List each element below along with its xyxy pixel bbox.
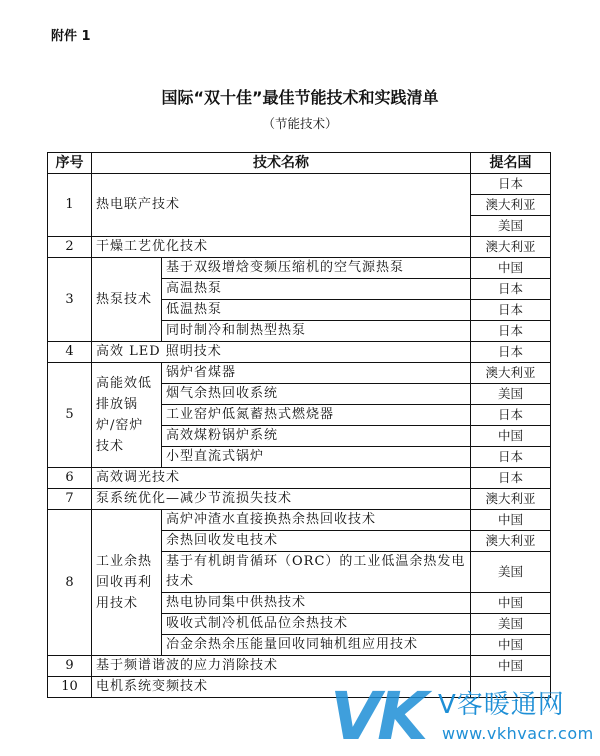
country-cell: 日本 (471, 279, 551, 300)
country-cell: 美国 (471, 552, 551, 593)
technology-name: 热电协同集中供热技术 (162, 593, 471, 614)
country-cell: 澳大利亚 (471, 531, 551, 552)
country-cell: 日本 (471, 300, 551, 321)
category-name: 高能效低排放锅炉/窑炉技术 (92, 363, 162, 468)
technology-name: 干燥工艺优化技术 (92, 237, 471, 258)
country-cell: 澳大利亚 (471, 363, 551, 384)
document-title: 国际“双十佳”最佳节能技术和实践清单 (161, 88, 439, 107)
header-name: 技术名称 (92, 153, 471, 174)
table-row (48, 489, 551, 510)
row-number: 3 (48, 258, 92, 342)
watermark-mark: VK (330, 678, 425, 755)
country-cell: 日本 (471, 468, 551, 489)
technology-name: 同时制冷和制热型热泵 (162, 321, 471, 342)
technology-name: 高效调光技术 (92, 468, 471, 489)
category-name: 工业余热回收再利用技术 (92, 510, 162, 656)
country-cell: 中国 (471, 635, 551, 656)
country-cell: 澳大利亚 (471, 195, 551, 216)
country-cell: 日本 (471, 342, 551, 363)
country-cell: 中国 (471, 426, 551, 447)
country-cell: 澳大利亚 (471, 237, 551, 258)
row-number: 6 (48, 468, 92, 489)
category-name: 热泵技术 (92, 258, 162, 342)
technology-name: 冶金余热余压能量回收同轴机组应用技术 (162, 635, 471, 656)
row-number: 10 (48, 677, 92, 698)
row-number: 8 (48, 510, 92, 656)
table-header-row (48, 153, 551, 174)
technology-name: 热电联产技术 (92, 174, 471, 237)
watermark-logo (330, 678, 600, 755)
country-cell: 美国 (471, 614, 551, 635)
country-cell: 日本 (471, 405, 551, 426)
table-row (48, 342, 551, 363)
technology-name: 余热回收发电技术 (162, 531, 471, 552)
country-cell: 日本 (471, 447, 551, 468)
technology-name: 锅炉省煤器 (162, 363, 471, 384)
document-subtitle: （节能技术） (262, 116, 338, 131)
country-cell: 中国 (471, 510, 551, 531)
country-cell: 日本 (471, 321, 551, 342)
country-cell: 中国 (471, 258, 551, 279)
table-row (48, 656, 551, 677)
technology-name: 基于频谱谐波的应力消除技术 (92, 656, 471, 677)
row-number: 5 (48, 363, 92, 468)
table-row (48, 468, 551, 489)
technology-name: 吸收式制冷机低品位余热技术 (162, 614, 471, 635)
row-number: 2 (48, 237, 92, 258)
country-cell: 中国 (471, 593, 551, 614)
technology-name: 高炉冲渣水直接换热余热回收技术 (162, 510, 471, 531)
country-cell: 美国 (471, 384, 551, 405)
technology-name: 高效 LED 照明技术 (92, 342, 471, 363)
country-cell: 美国 (471, 216, 551, 237)
technology-name: 高温热泵 (162, 279, 471, 300)
technology-name: 高效煤粉锅炉系统 (162, 426, 471, 447)
technology-name: 低温热泵 (162, 300, 471, 321)
table-row (48, 363, 551, 384)
country-cell: 中国 (471, 656, 551, 677)
table-row (48, 237, 551, 258)
watermark-url: www.vkhvacr.com (442, 724, 594, 743)
row-number: 1 (48, 174, 92, 237)
technology-name: 烟气余热回收系统 (162, 384, 471, 405)
header-no: 序号 (48, 153, 92, 174)
table-row (48, 174, 551, 195)
row-number: 4 (48, 342, 92, 363)
table-row (48, 258, 551, 279)
country-cell: 日本 (471, 174, 551, 195)
technology-name: 电机系统变频技术 (92, 677, 471, 698)
technology-name: 基于有机朗肯循环（ORC）的工业低温余热发电技术 (162, 552, 471, 593)
row-number: 7 (48, 489, 92, 510)
attachment-label: 附件 1 (51, 29, 91, 44)
technology-name: 工业窑炉低氮蓄热式燃烧器 (162, 405, 471, 426)
table-row (48, 510, 551, 531)
watermark-name: V客暖通网 (438, 690, 565, 720)
technology-name: 泵系统优化—减少节流损失技术 (92, 489, 471, 510)
technology-name: 基于双级增焓变频压缩机的空气源热泵 (162, 258, 471, 279)
row-number: 9 (48, 656, 92, 677)
country-cell: 澳大利亚 (471, 489, 551, 510)
header-country: 提名国 (471, 153, 551, 174)
technology-table (47, 152, 551, 698)
technology-name: 小型直流式锅炉 (162, 447, 471, 468)
